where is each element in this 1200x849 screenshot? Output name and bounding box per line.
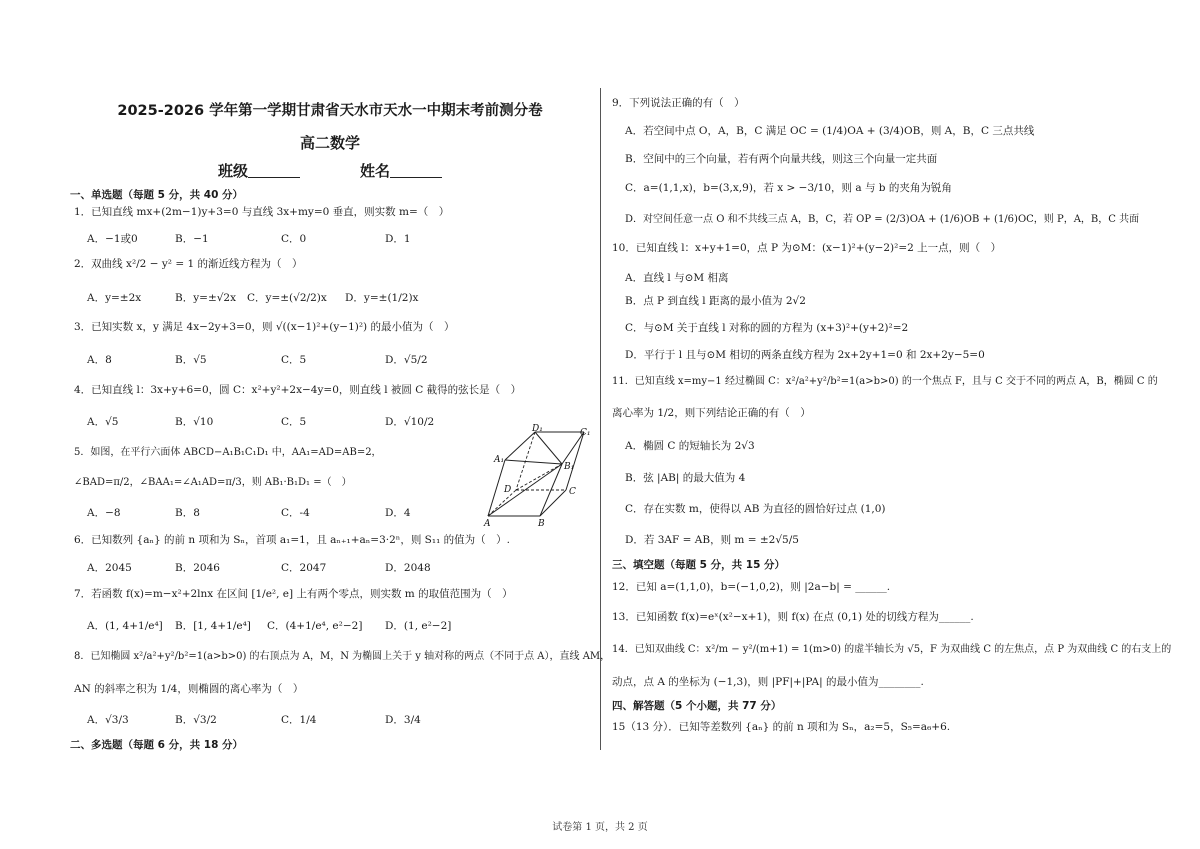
question-11-option-b[interactable]: B．弦 |AB| 的最大值为 4 [625, 472, 746, 484]
option-a[interactable]: A．√5 [87, 416, 119, 428]
question-11-option-d[interactable]: D．若 3AF = AB，则 m = ±2√5/5 [625, 534, 799, 546]
question-5: 5．如图，在平行六面体 ABCD−A₁B₁C₁D₁ 中，AA₁=AD=AB=2， [74, 447, 382, 458]
student-info-line [70, 160, 590, 181]
question-10-option-a[interactable]: A．直线 l 与⊙M 相离 [625, 272, 729, 284]
question-9-option-b[interactable]: B．空间中的三个向量，若有两个向量共线，则这三个向量一定共面 [625, 153, 938, 165]
question-14[interactable]: 14．已知双曲线 C：x²/m − y²/(m+1) = 1(m>0) 的虚半轴长为 √5，F 为双曲线 C 的左焦点，点 P 为双曲线 C 的右支上的 [612, 644, 1172, 655]
question-4: 4．已知直线 l：3x+y+6=0，圆 C：x²+y²+2x−4y=0，则直线 l 被圆 C 截得的弦长是（ ） [74, 384, 522, 396]
option-c[interactable]: C．-4 [281, 507, 310, 519]
option-c[interactable]: C．5 [281, 354, 307, 366]
parallelepiped-figure [480, 424, 598, 528]
option-b[interactable]: B．√5 [175, 354, 207, 366]
option-a[interactable]: A．√3/3 [87, 714, 129, 726]
question-10-option-d[interactable]: D．平行于 l 且与⊙M 相切的两条直线方程为 2x+2y+1=0 和 2x+2y−5=0 [625, 349, 985, 361]
option-c[interactable]: C．0 [281, 233, 307, 245]
question-8-cont: AN 的斜率之积为 1/4，则椭圆的离心率为（ ） [74, 683, 304, 695]
option-d[interactable]: D．√5/2 [385, 354, 428, 366]
question-7: 7．若函数 f(x)=m−x²+2lnx 在区间 [1/e², e] 上有两个零点，则实数 m 的取值范围为（ ） [74, 588, 513, 600]
option-a[interactable]: A．2045 [87, 562, 132, 574]
question-5-cont: ∠BAD=π/2，∠BAA₁=∠A₁AD=π/3，则 AB₁·B₁D₁ =（ ） [74, 477, 352, 488]
option-b[interactable]: B．[1, 4+1/e⁴] [175, 620, 251, 632]
label-d: D [504, 485, 512, 495]
section-answer-questions: 四、解答题（5 个小题，共 77 分） [612, 700, 782, 712]
option-c[interactable]: C．5 [281, 416, 307, 428]
question-10-option-b[interactable]: B．点 P 到直线 l 距离的最小值为 2√2 [625, 295, 806, 307]
question-10-option-c[interactable]: C．与⊙M 关于直线 l 对称的圆的方程为 (x+3)²+(y+2)²=2 [625, 322, 909, 334]
question-2: 2．双曲线 x²/2 − y² = 1 的渐近线方程为（ ） [74, 258, 303, 270]
section-fill-blank: 三、填空题（每题 5 分，共 15 分） [612, 559, 786, 571]
question-9-option-d[interactable]: D．对空间任意一点 O 和不共线三点 A，B，C，若 OP = (2/3)OA + (1/6)OB + (1/6)OC，则 P，A，B，C 共面 [625, 214, 1140, 225]
question-12[interactable]: 12．已知 a=(1,1,0)，b=(−1,0,2)，则 |2a−b| = ______. [612, 581, 891, 593]
question-3: 3．已知实数 x，y 满足 4x−2y+3=0，则 √((x−1)²+(y−1)²) 的最小值为（ ） [74, 321, 455, 333]
label-d1: D₁ [532, 424, 543, 434]
question-14-cont[interactable]: 动点，点 A 的坐标为 (−1,3)，则 |PF|+|PA| 的最小值为________. [612, 676, 924, 688]
label-c1: C₁ [580, 428, 591, 438]
option-b[interactable]: B．√10 [175, 416, 214, 428]
name-blank[interactable] [390, 163, 442, 178]
option-a[interactable]: A．8 [87, 354, 112, 366]
option-b[interactable]: B．y=±√2x [175, 292, 237, 304]
name-label: 姓名 [360, 162, 391, 180]
section-single-choice: 一、单选题（每题 5 分，共 40 分） [70, 189, 244, 201]
section-multiple-choice: 二、多选题（每题 6 分，共 18 分） [70, 739, 244, 751]
option-b[interactable]: B．2046 [175, 562, 220, 574]
option-a[interactable]: A．(1, 4+1/e⁴] [87, 620, 163, 632]
option-d[interactable]: D．1 [385, 233, 411, 245]
question-10: 10．已知直线 l：x+y+1=0，点 P 为⊙M：(x−1)²+(y−2)²=2 上一点，则（ ） [612, 242, 1002, 254]
option-b[interactable]: B．√3/2 [175, 714, 217, 726]
exam-subject: 高二数学 [299, 134, 360, 152]
label-a1: A₁ [494, 455, 505, 465]
option-c[interactable]: C．2047 [281, 562, 327, 574]
option-d[interactable]: D．√10/2 [385, 416, 435, 428]
label-a: A [484, 519, 491, 528]
option-a[interactable]: A．y=±2x [87, 292, 142, 304]
question-11-cont: 离心率为 1/2，则下列结论正确的有（ ） [612, 407, 811, 419]
option-b[interactable]: B．−1 [175, 233, 209, 245]
question-13[interactable]: 13．已知函数 f(x)=eˣ(x²−x+1)，则 f(x) 在点 (0,1) 处的切线方程为______. [612, 611, 974, 623]
question-9-option-c[interactable]: C．a=(1,1,x)，b=(3,x,9)，若 x > −3/10，则 a 与 b 的夹角为锐角 [625, 182, 952, 194]
option-d[interactable]: D．4 [385, 507, 411, 519]
option-c[interactable]: C．(4+1/e⁴, e²−2] [267, 620, 363, 632]
class-blank[interactable] [248, 163, 300, 178]
option-c[interactable]: C．y=±(√2/2)x [247, 292, 327, 304]
option-a[interactable]: A．−8 [87, 507, 121, 519]
page-footer: 试卷第 1 页，共 2 页 [552, 822, 648, 833]
label-b: B [538, 519, 545, 528]
exam-title: 2025-2026 学年第一学期甘肃省天水市天水一中期末考前测分卷 [117, 103, 543, 119]
option-d[interactable]: D．3/4 [385, 714, 421, 726]
question-8: 8．已知椭圆 x²/a²+y²/b²=1(a>b>0) 的右顶点为 A，M，N 为椭圆上关于 y 轴对称的两点（不同于点 A），直线 AM， [74, 651, 611, 662]
option-d[interactable]: D．(1, e²−2] [385, 620, 452, 632]
option-b[interactable]: B．8 [175, 507, 200, 519]
question-11-option-c[interactable]: C．存在实数 m，使得以 AB 为直径的圆恰好过点 (1,0) [625, 503, 886, 515]
question-11-option-a[interactable]: A．椭圆 C 的短轴长为 2√3 [625, 440, 755, 452]
option-d[interactable]: D．y=±(1/2)x [345, 292, 419, 304]
option-d[interactable]: D．2048 [385, 562, 431, 574]
label-c: C [569, 487, 576, 497]
question-9: 9．下列说法正确的有（ ） [612, 97, 745, 109]
question-11: 11．已知直线 x=my−1 经过椭圆 C：x²/a²+y²/b²=1(a>b>0) 的一个焦点 F，且与 C 交于不同的两点 A，B，椭圆 C 的 [612, 376, 1158, 387]
option-c[interactable]: C．1/4 [281, 714, 317, 726]
label-b1: B₁ [564, 462, 575, 472]
class-label: 班级 [217, 162, 248, 180]
question-6: 6．已知数列 {aₙ} 的前 n 项和为 Sₙ，首项 a₁=1，且 aₙ₊₁+aₙ=3·2ⁿ，则 S₁₁ 的值为（ ）. [74, 534, 510, 546]
option-a[interactable]: A．−1或0 [87, 233, 138, 245]
question-9-option-a[interactable]: A．若空间中点 O，A，B，C 满足 OC = (1/4)OA + (3/4)OB，则 A，B，C 三点共线 [625, 125, 1035, 137]
question-1: 1．已知直线 mx+(2m−1)y+3=0 与直线 3x+my=0 垂直，则实数 m=（ ） [74, 206, 450, 218]
question-15: 15（13 分）．已知等差数列 {aₙ} 的前 n 项和为 Sₙ，a₂=5，S₅=a₆+6. [612, 721, 951, 733]
